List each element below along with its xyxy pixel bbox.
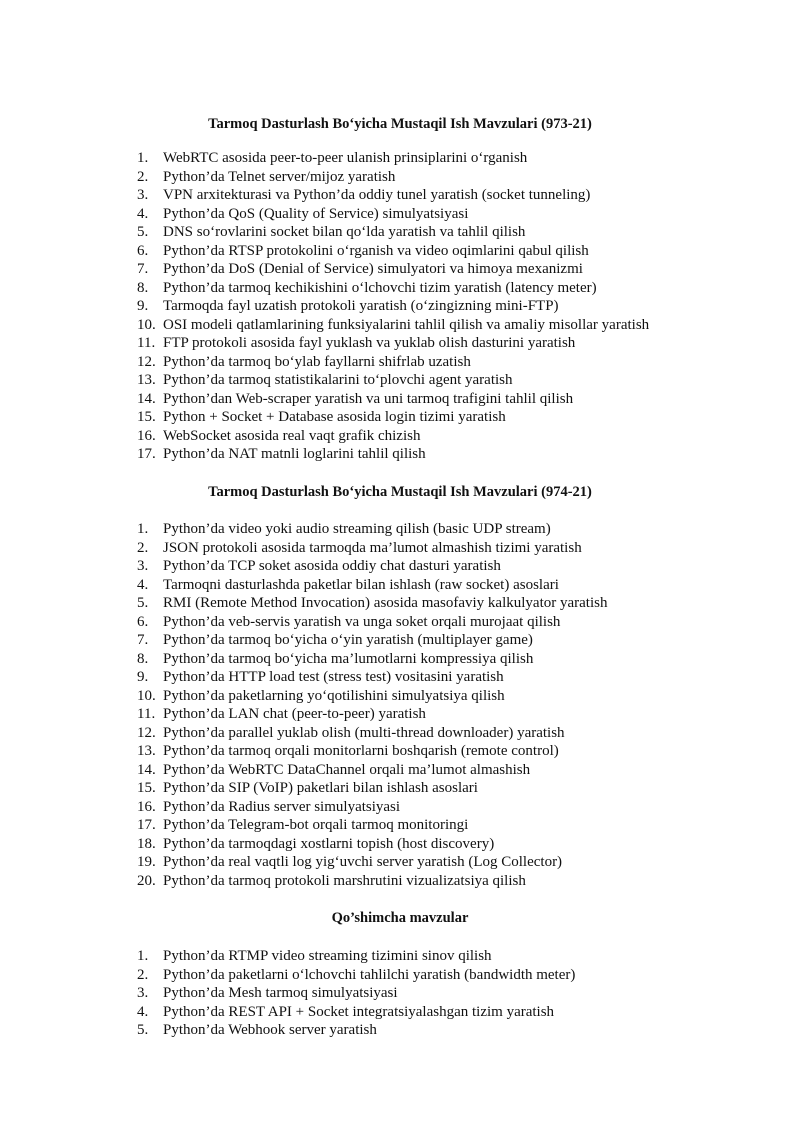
list-item bbox=[137, 594, 607, 613]
item-text: VPN arxitekturasi va Python’da oddiy tunel yaratish (socket tunneling) bbox=[163, 187, 591, 203]
item-text: Python’da TCP soket asosida oddiy chat dasturi yaratish bbox=[163, 558, 501, 574]
list-item bbox=[137, 816, 607, 835]
item-text: JSON protokoli asosida tarmoqda ma’lumot almashish tizimi yaratish bbox=[163, 539, 582, 556]
item-number: 6. bbox=[137, 613, 149, 630]
item-text: Tarmoqda fayl uzatish protokoli yaratish (o‘zingizning mini-FTP) bbox=[163, 298, 559, 314]
item-number: 18. bbox=[137, 835, 156, 852]
item-text: DNS so‘rovlarini socket bilan qo‘lda yaratish va tahlil qilish bbox=[163, 224, 526, 240]
list-item bbox=[137, 149, 649, 168]
list-item bbox=[137, 668, 607, 687]
item-text: FTP protokoli asosida fayl yuklash va yuklab olish dasturini yaratish bbox=[163, 335, 576, 351]
section-additional bbox=[0, 909, 800, 927]
list-item bbox=[137, 761, 607, 780]
list-item bbox=[137, 353, 649, 372]
list-item bbox=[137, 427, 649, 446]
item-number: 2. bbox=[137, 539, 149, 556]
list-item bbox=[137, 557, 607, 576]
item-number: 9. bbox=[137, 298, 149, 314]
item-text: Python’da Webhook server yaratish bbox=[163, 1022, 377, 1038]
item-text: Python’da Telnet server/mijoz yaratish bbox=[163, 168, 396, 185]
item-number: 19. bbox=[137, 854, 156, 870]
item-text: Python’da NAT matnli loglarini tahlil qilish bbox=[163, 446, 426, 462]
item-text: Python’da tarmoq orqali monitorlarni boshqarish (remote control) bbox=[163, 743, 559, 759]
item-text: Python’da video yoki audio streaming qilish (basic UDP stream) bbox=[163, 521, 551, 537]
item-text: Python’da DoS (Denial of Service) simulyatori va himoya mexanizmi bbox=[163, 261, 583, 277]
section-973-21 bbox=[0, 115, 800, 133]
topic-list-973-21 bbox=[137, 149, 649, 464]
item-number: 4. bbox=[137, 1003, 149, 1020]
item-text: Python’da paketlarni o‘lchovchi tahlilchi yaratish (bandwidth meter) bbox=[163, 966, 576, 983]
item-text: Python’da Mesh tarmoq simulyatsiyasi bbox=[163, 985, 398, 1001]
item-number: 2. bbox=[137, 966, 149, 983]
item-number: 12. bbox=[137, 353, 156, 370]
topic-list-additional bbox=[137, 947, 575, 1040]
list-item bbox=[137, 798, 607, 817]
item-number: 4. bbox=[137, 576, 149, 593]
list-item bbox=[137, 205, 649, 224]
list-item bbox=[137, 853, 607, 872]
list-item bbox=[137, 966, 575, 985]
list-item bbox=[137, 223, 649, 242]
list-item bbox=[137, 650, 607, 669]
list-item bbox=[137, 872, 607, 891]
item-text: Python’da tarmoq kechikishini o‘lchovchi tizim yaratish (latency meter) bbox=[163, 279, 597, 296]
item-text: Python’da WebRTC DataChannel orqali ma’lumot almashish bbox=[163, 761, 531, 778]
item-text: WebRTC asosida peer-to-peer ulanish prinsiplarini o‘rganish bbox=[163, 150, 528, 166]
item-text: Python’da tarmoq statistikalarini to‘plovchi agent yaratish bbox=[163, 372, 513, 388]
item-text: Python’da tarmoq bo‘yicha o‘yin yaratish (multiplayer game) bbox=[163, 632, 533, 648]
list-item bbox=[137, 316, 649, 335]
item-text: Python + Socket + Database asosida login tizimi yaratish bbox=[163, 409, 506, 425]
item-text: Python’da parallel yuklab olish (multi-thread downloader) yaratish bbox=[163, 724, 565, 741]
item-number: 1. bbox=[137, 948, 149, 964]
item-text: Python’da tarmoq bo‘yicha ma’lumotlarni kompressiya qilish bbox=[163, 650, 534, 667]
list-item bbox=[137, 631, 607, 650]
list-item bbox=[137, 779, 607, 798]
list-item bbox=[137, 947, 575, 966]
section-974-21 bbox=[0, 483, 800, 501]
item-text: Python’da real vaqtli log yig‘uvchi server yaratish (Log Collector) bbox=[163, 854, 563, 870]
item-text: RMI (Remote Method Invocation) asosida masofaviy kalkulyator yaratish bbox=[163, 595, 608, 611]
item-number: 14. bbox=[137, 761, 156, 778]
item-text: Python’da RTSP protokolini o‘rganish va video oqimlarini qabul qilish bbox=[163, 242, 589, 259]
list-item bbox=[137, 576, 607, 595]
item-number: 2. bbox=[137, 168, 149, 185]
item-text: Python’da HTTP load test (stress test) vositasini yaratish bbox=[163, 669, 504, 685]
item-number: 13. bbox=[137, 743, 156, 759]
item-text: Python’da tarmoq bo‘ylab fayllarni shifrlab uzatish bbox=[163, 353, 471, 370]
item-number: 20. bbox=[137, 872, 156, 889]
item-number: 3. bbox=[137, 985, 149, 1001]
list-item bbox=[137, 724, 607, 743]
list-item bbox=[137, 539, 607, 558]
item-text: Python’da REST API + Socket integratsiyalashgan tizim yaratish bbox=[163, 1003, 555, 1020]
item-number: 16. bbox=[137, 427, 156, 444]
item-number: 10. bbox=[137, 316, 156, 333]
item-text: Python’da RTMP video streaming tizimini sinov qilish bbox=[163, 948, 492, 964]
list-item bbox=[137, 984, 575, 1003]
item-number: 17. bbox=[137, 446, 156, 462]
item-number: 12. bbox=[137, 724, 156, 741]
item-number: 6. bbox=[137, 242, 149, 259]
list-item bbox=[137, 260, 649, 279]
item-text: Python’dan Web-scraper yaratish va uni tarmoq trafigini tahlil qilish bbox=[163, 390, 574, 407]
item-number: 10. bbox=[137, 687, 156, 704]
item-number: 3. bbox=[137, 187, 149, 203]
item-number: 15. bbox=[137, 780, 156, 796]
item-text: Tarmoqni dasturlashda paketlar bilan ishlash (raw socket) asoslari bbox=[163, 576, 559, 593]
list-item bbox=[137, 297, 649, 316]
item-number: 3. bbox=[137, 558, 149, 574]
list-item bbox=[137, 520, 607, 539]
item-number: 8. bbox=[137, 279, 149, 296]
item-number: 11. bbox=[137, 706, 156, 722]
item-number: 7. bbox=[137, 632, 149, 648]
item-number: 5. bbox=[137, 1022, 149, 1038]
section-heading: Tarmoq Dasturlash Bo‘yicha Mustaqil Ish Mavzulari (973-21) bbox=[208, 116, 592, 132]
item-number: 9. bbox=[137, 669, 149, 685]
item-number: 17. bbox=[137, 817, 156, 833]
list-item bbox=[137, 705, 607, 724]
section-heading: Qo’shimcha mavzular bbox=[331, 910, 469, 926]
section-heading: Tarmoq Dasturlash Bo‘yicha Mustaqil Ish Mavzulari (974-21) bbox=[208, 484, 592, 500]
item-text: Python’da veb-servis yaratish va unga soket orqali murojaat qilish bbox=[163, 613, 561, 630]
item-number: 15. bbox=[137, 409, 156, 425]
item-number: 13. bbox=[137, 372, 156, 388]
item-text: Python’da Telegram-bot orqali tarmoq monitoringi bbox=[163, 817, 469, 833]
list-item bbox=[137, 390, 649, 409]
item-text: Python’da tarmoq protokoli marshrutini vizualizatsiya qilish bbox=[163, 872, 526, 889]
item-number: 16. bbox=[137, 798, 156, 815]
item-number: 14. bbox=[137, 390, 156, 407]
item-text: OSI modeli qatlamlarining funksiyalarini tahlil qilish va amaliy misollar yaratish bbox=[163, 316, 650, 333]
list-item bbox=[137, 186, 649, 205]
list-item bbox=[137, 613, 607, 632]
item-number: 1. bbox=[137, 150, 149, 166]
list-item bbox=[137, 445, 649, 464]
item-number: 5. bbox=[137, 595, 149, 611]
item-text: WebSocket asosida real vaqt grafik chizish bbox=[163, 427, 421, 444]
list-item bbox=[137, 408, 649, 427]
list-item bbox=[137, 168, 649, 187]
list-item bbox=[137, 334, 649, 353]
list-item bbox=[137, 742, 607, 761]
item-number: 8. bbox=[137, 650, 149, 667]
list-item bbox=[137, 371, 649, 390]
item-number: 1. bbox=[137, 521, 149, 537]
item-text: Python’da LAN chat (peer-to-peer) yaratish bbox=[163, 706, 426, 722]
item-text: Python’da SIP (VoIP) paketlari bilan ishlash asoslari bbox=[163, 780, 478, 796]
item-number: 7. bbox=[137, 261, 149, 277]
item-number: 5. bbox=[137, 224, 149, 240]
item-number: 4. bbox=[137, 205, 149, 222]
item-text: Python’da QoS (Quality of Service) simulyatsiyasi bbox=[163, 205, 469, 222]
item-text: Python’da tarmoqdagi xostlarni topish (host discovery) bbox=[163, 835, 495, 852]
list-item bbox=[137, 1003, 575, 1022]
list-item bbox=[137, 687, 607, 706]
topic-list-974-21 bbox=[137, 520, 607, 890]
list-item bbox=[137, 1021, 575, 1040]
list-item bbox=[137, 835, 607, 854]
item-text: Python’da Radius server simulyatsiyasi bbox=[163, 798, 401, 815]
item-text: Python’da paketlarning yo‘qotilishini simulyatsiya qilish bbox=[163, 687, 505, 704]
item-number: 11. bbox=[137, 335, 156, 351]
list-item bbox=[137, 242, 649, 261]
list-item bbox=[137, 279, 649, 298]
